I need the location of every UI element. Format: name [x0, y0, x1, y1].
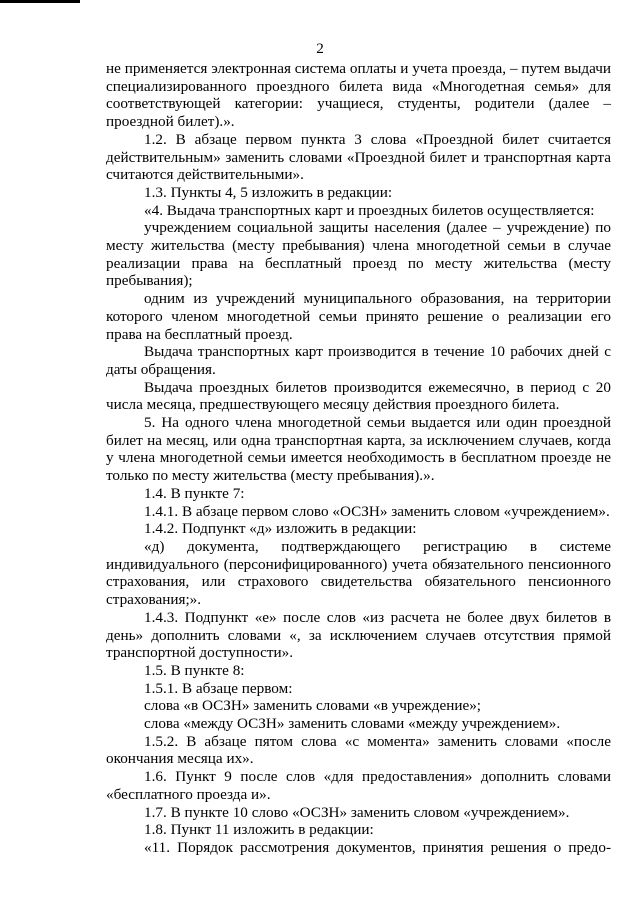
paragraph: 1.7. В пункте 10 слово «ОСЗН» заменить словом «учреждением». [144, 803, 570, 821]
paragraph: «11. Порядок рассмотрения документов, принятия решения о предо- [144, 838, 611, 856]
paragraph: 1.4.3. Подпункт «е» после слов «из расчета не более двух билетов в день» дополнить словами «, за исключением случаев отсутствия прямой транспортной доступности». [106, 608, 611, 662]
paragraph: слова «между ОСЗН» заменить словами «между учреждением». [144, 715, 561, 733]
paragraph: «д) документа, подтверждающего регистрацию в системе индивидуального (персонифицированного) учета обязательного пенсионного страхования, или страхового свидетельства обязательного пенсионного страхования;». [106, 537, 611, 609]
paragraph: 1.4.1. В абзаце первом слово «ОСЗН» заменить словом «учреждением». [144, 502, 610, 520]
top-rule [0, 0, 80, 3]
document-body [106, 60, 611, 857]
paragraph: 1.5.2. В абзаце пятом слова «с момента» заменить словами «после окончания месяца их». [106, 732, 611, 768]
paragraph: 1.5.1. В абзаце первом: [144, 679, 293, 697]
paragraph: 1.4. В пункте 7: [144, 484, 245, 502]
paragraph: Выдача проездных билетов производится ежемесячно, в период с 20 числа месяца, предшествующего месяцу действия проездного билета. [106, 378, 611, 414]
paragraph: слова «в ОСЗН» заменить словами «в учреждение»; [144, 697, 482, 715]
paragraph: 1.6. Пункт 9 после слов «для предоставления» дополнить словами «бесплатного проезда и». [106, 768, 611, 803]
paragraph: 5. На одного члена многодетной семьи выдается или один проездной билет на месяц, или одна транспортная карта, за исключением случаев, когда у члена многодетной семьи имеется необходимость в бесплатном проезде не только по месту жительства (месту пребывания).». [106, 414, 611, 485]
paragraph: Выдача транспортных карт производится в течение 10 рабочих дней с даты обращения. [106, 343, 611, 378]
paragraph: учреждением социальной защиты населения (далее – учреждение) по месту жительства (месту пребывания) члена многодетной семьи в случае реализации права на бесплатный проезд по месту жительства (месту пребывания); [106, 219, 611, 290]
page-number: 2 [316, 40, 324, 57]
paragraph: 1.5. В пункте 8: [144, 661, 245, 679]
paragraph: «4. Выдача транспортных карт и проездных билетов осуществляется: [144, 201, 595, 219]
paragraph: 1.3. Пункты 4, 5 изложить в редакции: [144, 183, 393, 201]
paragraph: 1.8. Пункт 11 изложить в редакции: [144, 821, 374, 839]
paragraph: 1.2. В абзаце первом пункта 3 слова «Проездной билет считается действительным» заменить словами «Проездной билет и транспортная карта считаются действительными». [106, 130, 611, 184]
paragraph: одним из учреждений муниципального образования, на территории которого членом многодетной семьи принято решение о реализации его права на бесплатный проезд. [106, 290, 611, 343]
paragraph: не применяется электронная система оплаты и учета проезда, – путем выдачи специализированного проездного билета вида «Многодетная семья» для соответствующей категории: учащиеся, студенты, родители (далее – проездной билет).». [106, 60, 611, 131]
paragraph: 1.4.2. Подпункт «д» изложить в редакции: [144, 520, 417, 538]
